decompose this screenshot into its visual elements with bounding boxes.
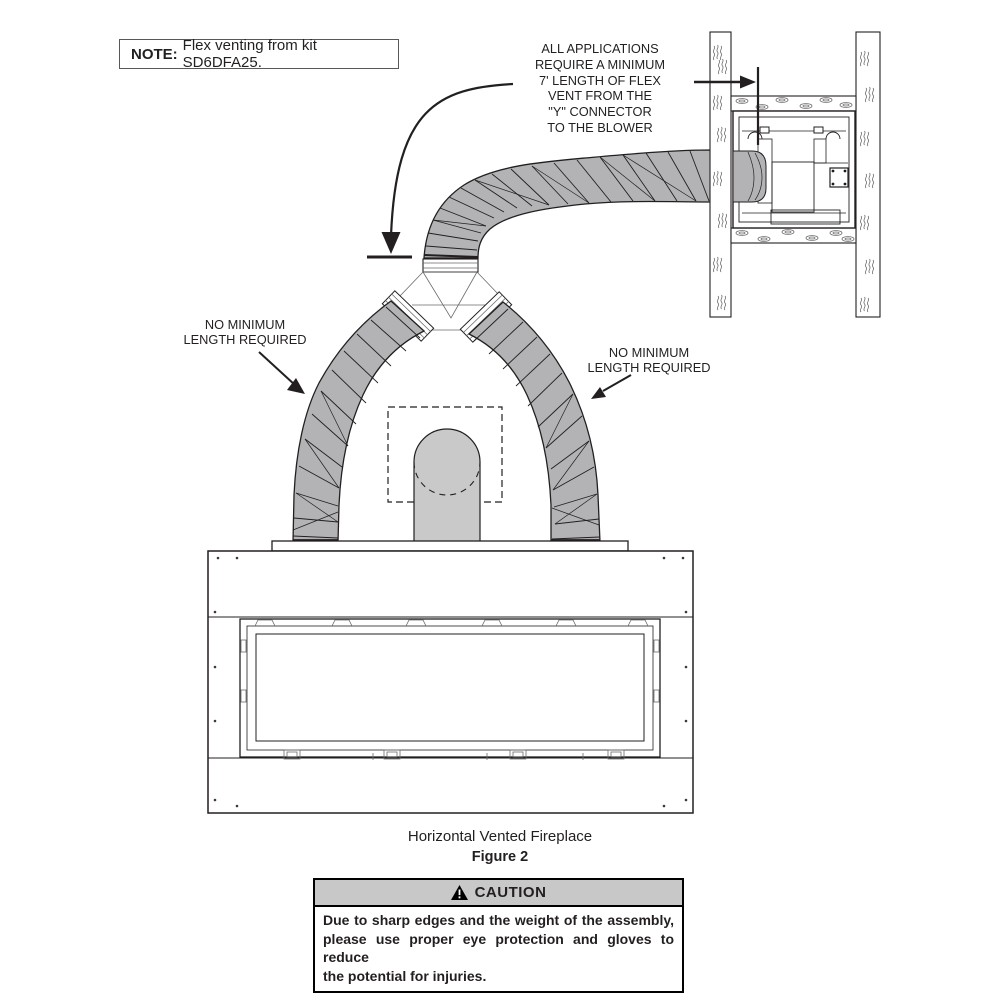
figure-number: Figure 2	[471, 849, 529, 865]
left-branch-label: NO MINIMUM LENGTH REQUIRED	[183, 317, 307, 347]
fireplace-body	[208, 551, 693, 813]
blower-assembly	[733, 111, 855, 228]
note-text: Flex venting from kit SD6DFA25.	[182, 37, 317, 71]
min-flex-length-annotation: ALL APPLICATIONS REQUIRE A MINIMUM 7' LENGTH OF FLEX VENT FROM THE "Y" CONNECTOR TO THE BLOWER	[534, 41, 666, 135]
right-stud	[856, 32, 880, 317]
fireplace	[208, 541, 693, 813]
caution-box	[313, 878, 684, 993]
right-branch-label: NO MINIMUM LENGTH REQUIRED	[587, 345, 711, 375]
vertical-vent-stub	[414, 429, 480, 542]
note-box	[119, 39, 399, 69]
figure-caption: Horizontal Vented Fireplace	[407, 828, 593, 845]
left-stud	[710, 32, 731, 317]
right-label-arrow	[591, 375, 631, 399]
caution-header	[315, 880, 682, 907]
junction-box	[830, 168, 848, 187]
blower-duct-stub	[733, 151, 766, 202]
warning-triangle-icon	[451, 885, 468, 900]
left-label-arrow	[259, 352, 305, 394]
top-plate	[731, 96, 856, 111]
flex-vent-main-duct	[424, 150, 712, 258]
flex-vent-right-branch	[469, 302, 600, 542]
note-label: NOTE:	[131, 45, 178, 63]
caution-text: Due to sharp edges and the weight of the assembly, please use proper eye protection and gloves to reduce the potential for injuries.	[323, 912, 674, 984]
caution-title: CAUTION	[474, 884, 547, 901]
fireplace-top-plate	[272, 541, 628, 551]
